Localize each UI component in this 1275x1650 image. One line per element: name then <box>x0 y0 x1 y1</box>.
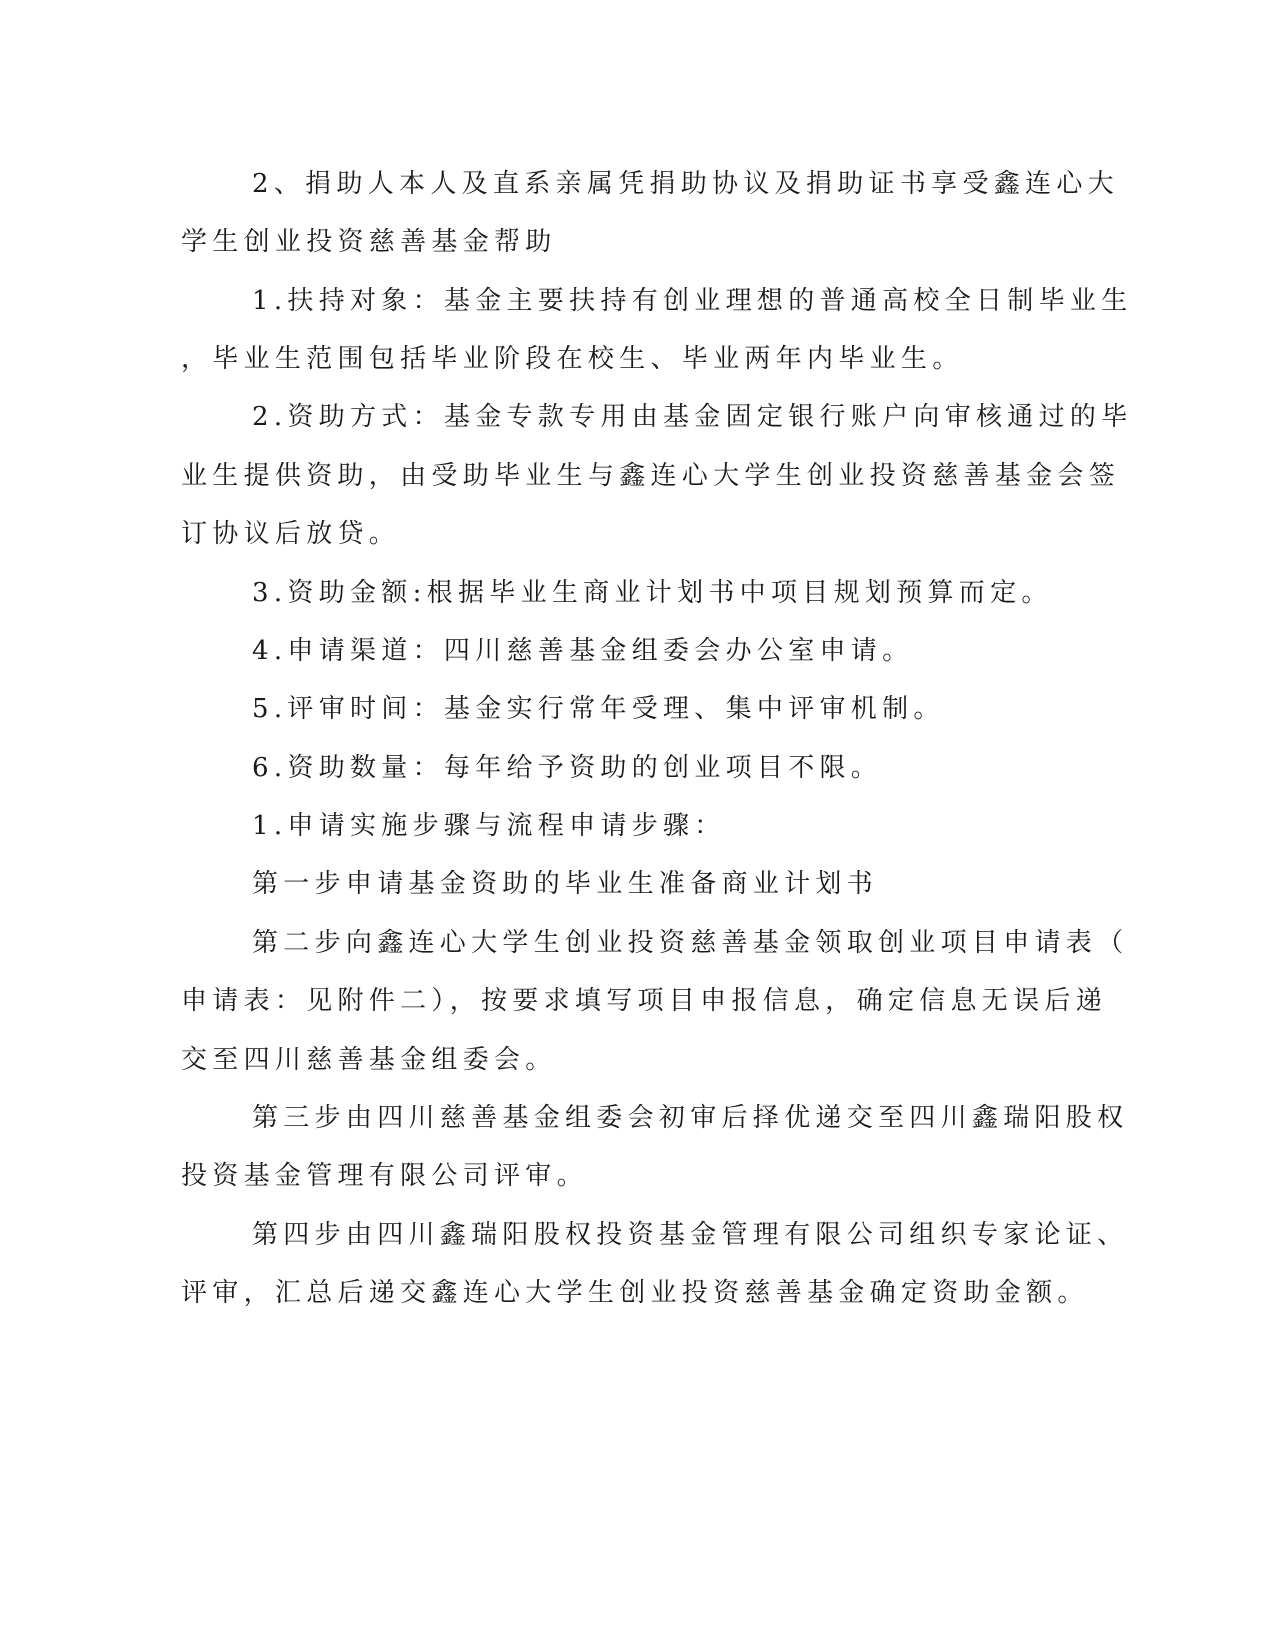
text-line: 3.资助金额:根据毕业生商业计划书中项目规划预算而定。 <box>252 578 1053 608</box>
text-line: 2、捐助人本人及直系亲属凭捐助协议及捐助证书享受鑫连心大 <box>252 169 1119 199</box>
text-line: 第一步申请基金资助的毕业生准备商业计划书 <box>252 869 879 899</box>
text-line: ，毕业生范围包括毕业阶段在校生、毕业两年内毕业生。 <box>181 344 964 374</box>
text-line: 投资基金管理有限公司评审。 <box>181 1161 588 1191</box>
text-line: 第三步由四川慈善基金组委会初审后择优递交至四川鑫瑞阳股权 <box>252 1103 1129 1133</box>
text-line: 第二步向鑫连心大学生创业投资慈善基金领取创业项目申请表（ <box>252 928 1129 958</box>
text-line: 交至四川慈善基金组委会。 <box>181 1045 557 1075</box>
text-line: 第四步由四川鑫瑞阳股权投资基金管理有限公司组织专家论证、 <box>252 1220 1129 1250</box>
text-line: 4.申请渠道：四川慈善基金组委会办公室申请。 <box>252 636 914 666</box>
text-line: 5.评审时间：基金实行常年受理、集中评审机制。 <box>252 694 945 724</box>
text-line: 6.资助数量：每年给予资助的创业项目不限。 <box>252 753 883 783</box>
text-line: 业生提供资助，由受助毕业生与鑫连心大学生创业投资慈善基金会签 <box>181 461 1121 491</box>
text-line: 订协议后放贷。 <box>181 519 401 549</box>
text-line: 申请表：见附件二），按要求填写项目申报信息，确定信息无误后递 <box>181 986 1108 1016</box>
text-line: 1.扶持对象：基金主要扶持有创业理想的普通高校全日制毕业生 <box>252 286 1133 316</box>
text-line: 1.申请实施步骤与流程申请步骤： <box>252 811 726 841</box>
text-line: 评审，汇总后递交鑫连心大学生创业投资慈善基金确定资助金额。 <box>181 1278 1089 1308</box>
text-line: 学生创业投资慈善基金帮助 <box>181 227 557 257</box>
text-line: 2.资助方式：基金专款专用由基金固定银行账户向审核通过的毕 <box>252 402 1133 432</box>
